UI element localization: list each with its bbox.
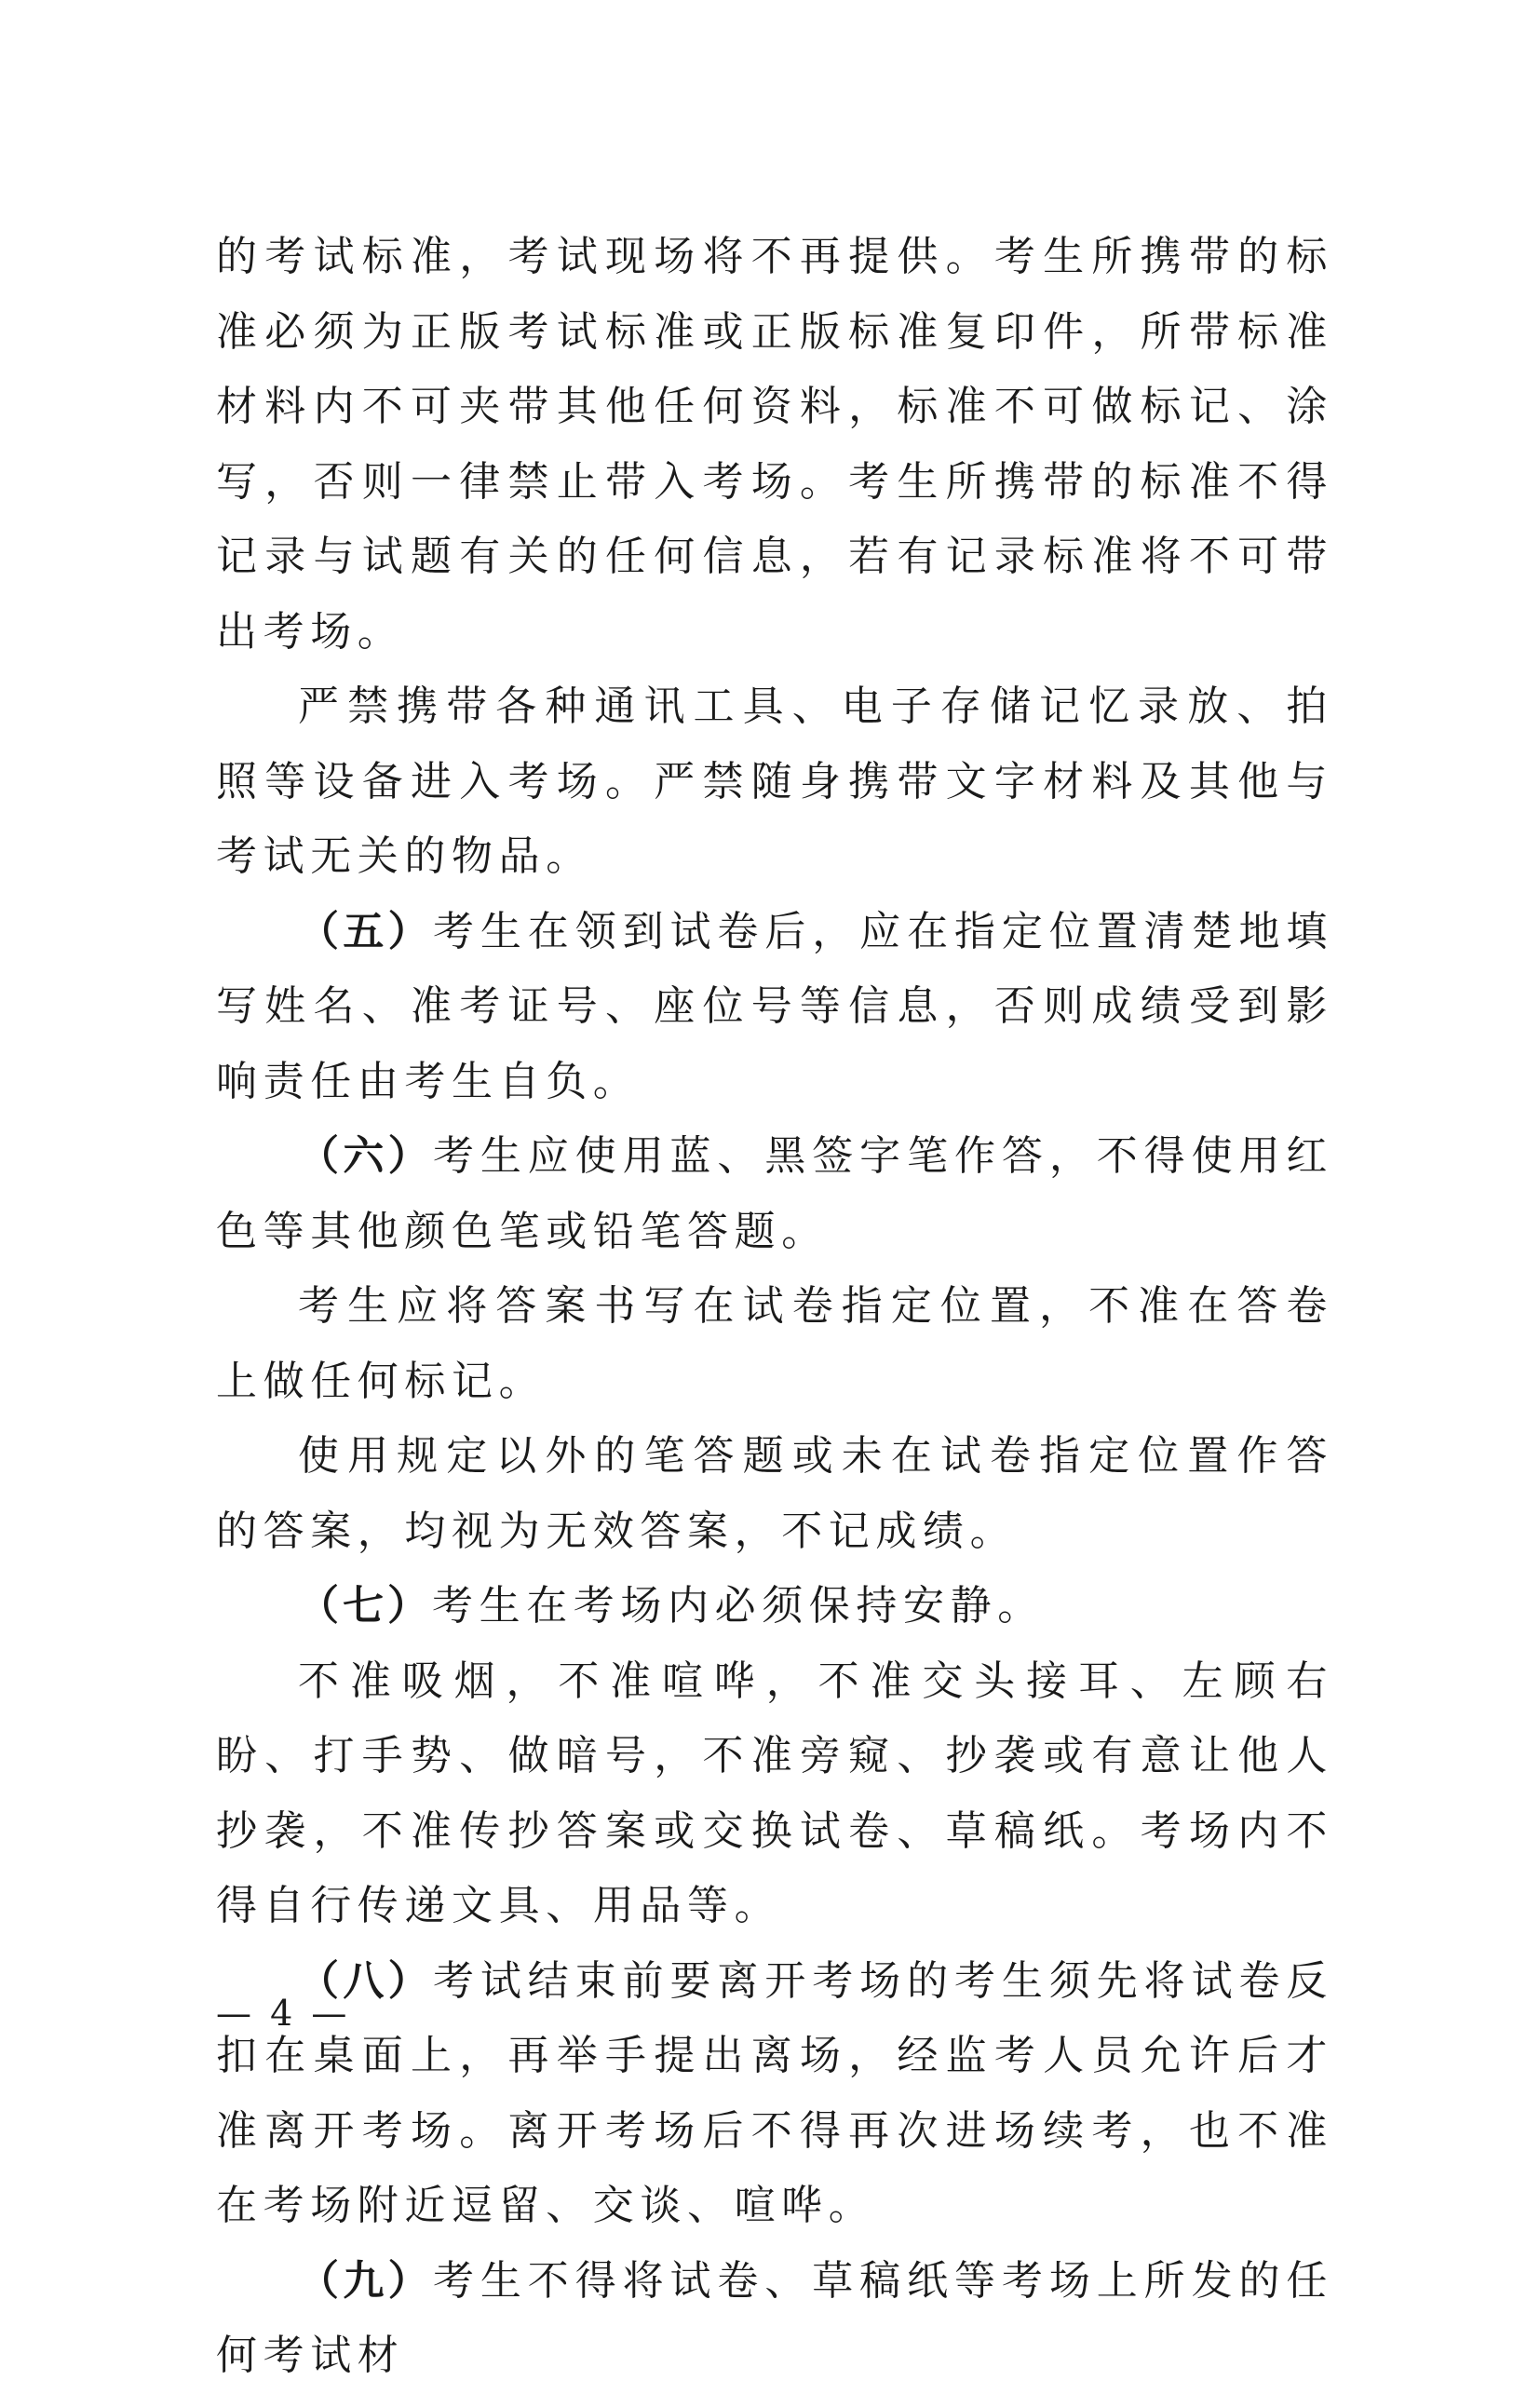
paragraph-item-5 xyxy=(216,895,1333,1120)
paragraph-item-9 xyxy=(216,2244,1333,2394)
paragraph-text: 的考试标准，考试现场将不再提供。考生所携带的标准必须为正版考试标准或正版标准复印件，所带标准材料内不可夹带其他任何资料，标准不可做标记、涂写，否则一律禁止带入考场。考生所携带的标准不得记录与试题有关的任何信息，若有记录标准将不可带出考场。 xyxy=(216,233,1333,656)
paragraph-text: 考试结束前要离开考场的考生须先将试卷反扣在桌面上，再举手提出离场，经监考人员允许后才准离开考场。离开考场后不得再次进场续考，也不准在考场附近逗留、交谈、喧哗。 xyxy=(216,1956,1334,2229)
paragraph-text: 考生在考场内必须保持安静。 xyxy=(432,1582,1045,1630)
item-label: （八） xyxy=(298,1956,433,2005)
paragraph-text: 考生不得将试卷、草稿纸等考场上所发的任何考试材 xyxy=(216,2256,1334,2379)
item-label: （九） xyxy=(298,2256,433,2305)
item-label: （五） xyxy=(298,907,433,955)
paragraph-text: 使用规定以外的笔答题或未在试卷指定位置作答的答案，均视为无效答案，不记成绩。 xyxy=(216,1432,1333,1555)
paragraph-text: 考生在领到试卷后，应在指定位置清楚地填写姓名、准考证号、座位号等信息，否则成绩受到影响责任由考生自负。 xyxy=(216,907,1334,1105)
paragraph-text: 考生应将答案书写在试卷指定位置，不准在答卷上做任何标记。 xyxy=(216,1282,1333,1405)
paragraph-item-7 xyxy=(216,1569,1333,1644)
item-label: （六） xyxy=(298,1132,433,1180)
paragraph-invalid-answers xyxy=(216,1419,1333,1569)
paragraph-text: 不准吸烟，不准喧哗，不准交头接耳、左顾右盼、打手势、做暗号，不准旁窥、抄袭或有意让他人抄袭，不准传抄答案或交换试卷、草稿纸。考场内不得自行传递文具、用品等。 xyxy=(216,1657,1333,1929)
paragraph-standards xyxy=(216,220,1333,670)
paragraph-answer-location xyxy=(216,1269,1333,1419)
paragraph-item-8 xyxy=(216,1944,1333,2244)
paragraph-conduct-rules xyxy=(216,1644,1333,1944)
body-text xyxy=(216,220,1333,2394)
item-label: （七） xyxy=(298,1582,432,1630)
paragraph-text: 考生应使用蓝、黑签字笔作答，不得使用红色等其他颜色笔或铅笔答题。 xyxy=(216,1132,1334,1255)
page-number: — 4 — xyxy=(216,1993,351,2034)
paragraph-item-6 xyxy=(216,1119,1333,1269)
paragraph-prohibited-devices xyxy=(216,670,1333,895)
paragraph-text: 严禁携带各种通讯工具、电子存储记忆录放、拍照等设备进入考场。严禁随身携带文字材料及其他与考试无关的物品。 xyxy=(216,683,1333,880)
